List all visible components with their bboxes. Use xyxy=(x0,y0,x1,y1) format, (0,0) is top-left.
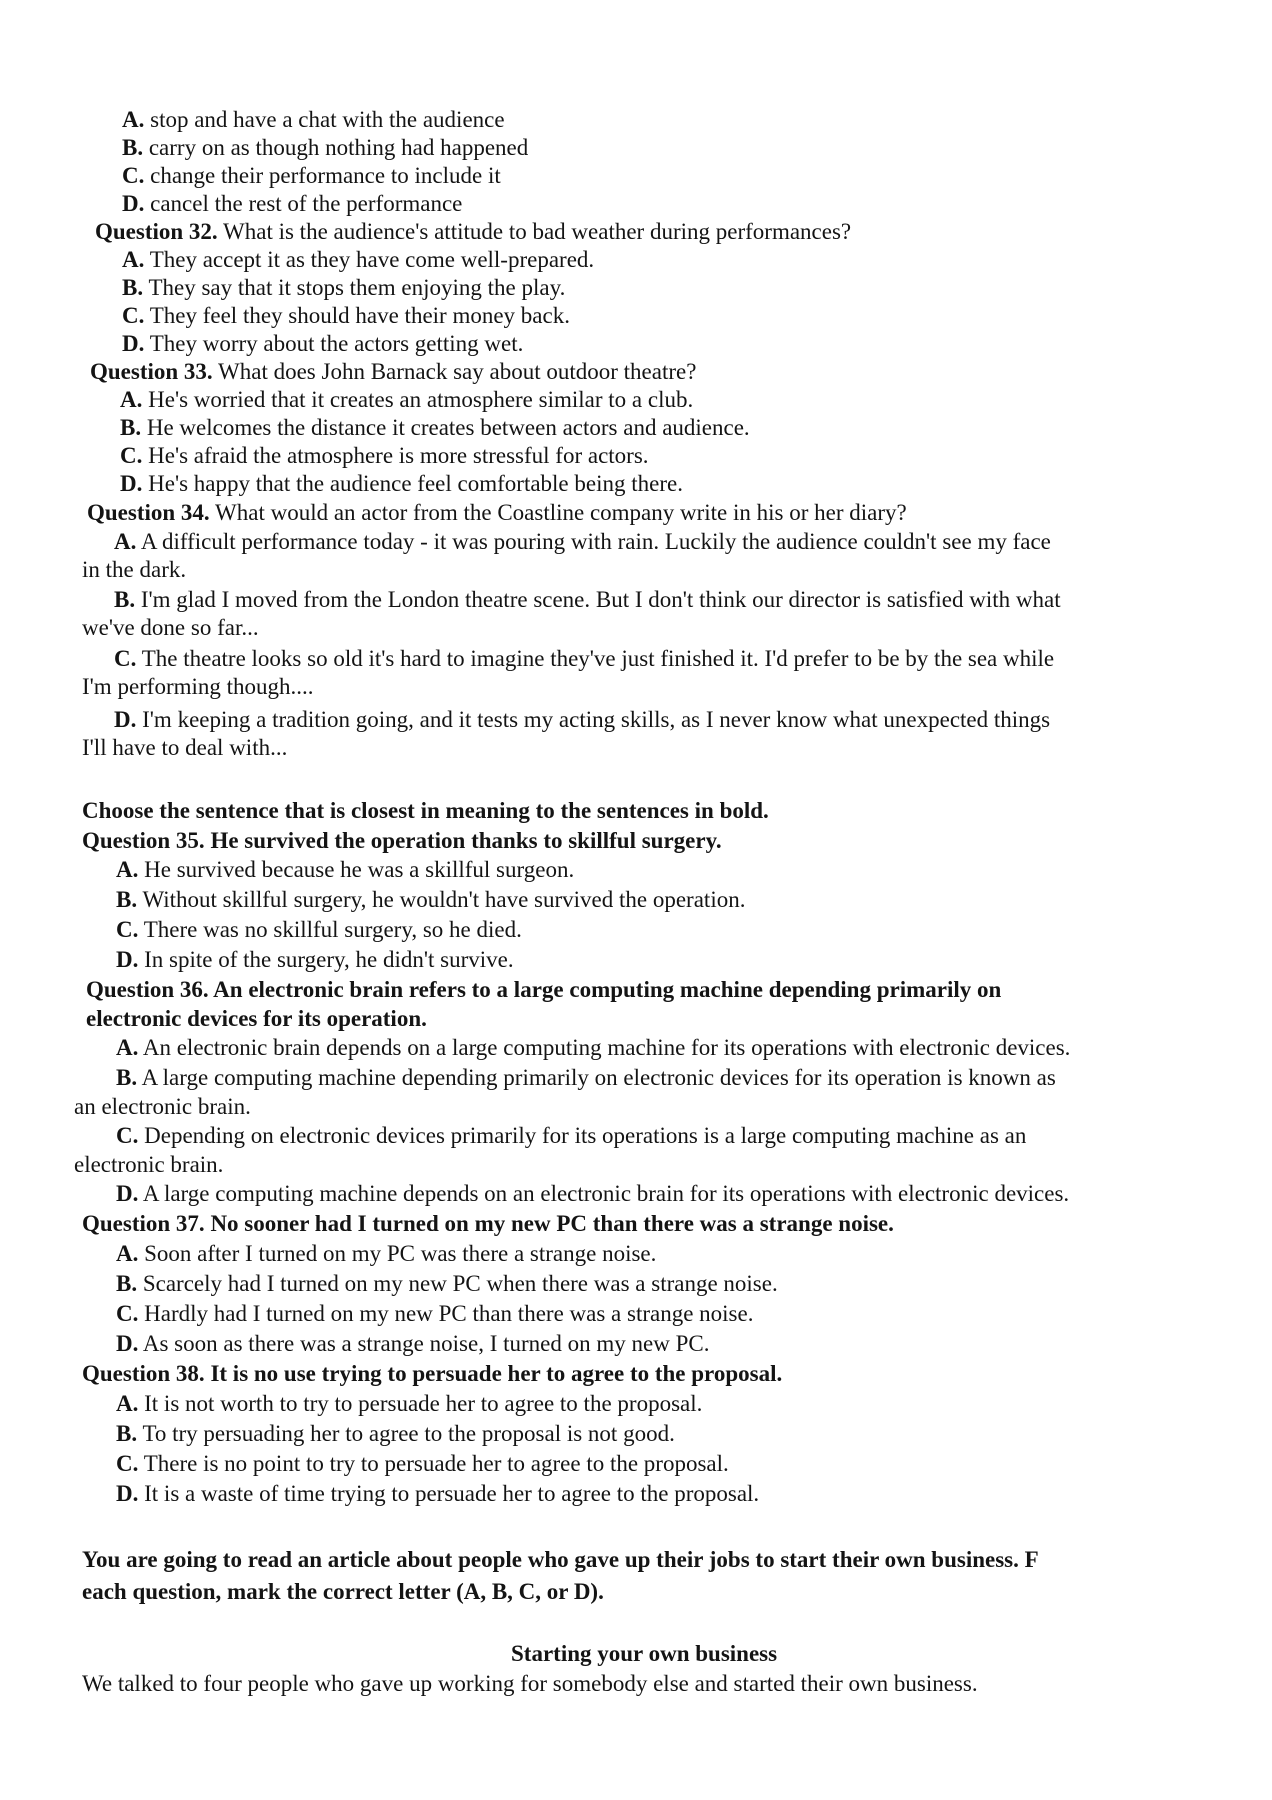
q35-option-c: C. There was no skillful surgery, so he died. xyxy=(116,917,522,942)
q34-option-d: D. I'm keeping a tradition going, and it tests my acting skills, as I never know what unexpected things xyxy=(114,707,1051,732)
q33-option-c: C. He's afraid the atmosphere is more stressful for actors. xyxy=(120,443,649,468)
q38-question: Question 38. It is no use trying to persuade her to agree to the proposal. xyxy=(82,1361,783,1386)
q36-option-d: D. A large computing machine depends on an electronic brain for its operations with electronic devices. xyxy=(116,1181,1070,1206)
q33-option-a: A. He's worried that it creates an atmosphere similar to a club. xyxy=(120,387,694,412)
reading-intro: We talked to four people who gave up working for somebody else and started their own business. xyxy=(82,1671,978,1696)
reading-instruction-cont: each question, mark the correct letter (A, B, C, or D). xyxy=(82,1579,604,1604)
q32-option-d: D. They worry about the actors getting wet. xyxy=(122,331,524,356)
section-instruction: Choose the sentence that is closest in meaning to the sentences in bold. xyxy=(82,798,769,823)
q33-question: Question 33. What does John Barnack say about outdoor theatre? xyxy=(90,359,697,384)
q34-option-d-cont: I'll have to deal with... xyxy=(82,735,288,760)
q36-option-a: A. An electronic brain depends on a large computing machine for its operations with electronic devices. xyxy=(116,1035,1071,1060)
q34-option-b-cont: we've done so far... xyxy=(82,615,259,640)
q32-option-c: C. They feel they should have their money back. xyxy=(122,303,570,328)
q38-option-a: A. It is not worth to try to persuade her to agree to the proposal. xyxy=(116,1391,703,1416)
q36-option-c: C. Depending on electronic devices primarily for its operations is a large computing machine as an xyxy=(116,1123,1027,1148)
q34-question: Question 34. What would an actor from the Coastline company write in his or her diary? xyxy=(87,500,907,525)
q38-option-c: C. There is no point to try to persuade her to agree to the proposal. xyxy=(116,1451,729,1476)
q32-option-a: A. They accept it as they have come well-prepared. xyxy=(122,247,595,272)
q35-question: Question 35. He survived the operation thanks to skillful surgery. xyxy=(82,828,722,853)
q33-option-d: D. He's happy that the audience feel comfortable being there. xyxy=(120,471,683,496)
q34-option-c: C. The theatre looks so old it's hard to imagine they've just finished it. I'd prefer to be by the sea while xyxy=(114,646,1055,671)
q31-option-a: A. stop and have a chat with the audience xyxy=(122,107,505,132)
q34-option-c-cont: I'm performing though.... xyxy=(82,674,314,699)
reading-instruction: You are going to read an article about people who gave up their jobs to start their own business. F xyxy=(82,1547,1039,1572)
q35-option-a: A. He survived because he was a skillful surgeon. xyxy=(116,857,575,882)
q36-question-cont: electronic devices for its operation. xyxy=(86,1006,427,1031)
q37-option-c: C. Hardly had I turned on my new PC than there was a strange noise. xyxy=(116,1301,754,1326)
q31-option-b: B. carry on as though nothing had happened xyxy=(122,135,529,160)
q32-question: Question 32. What is the audience's attitude to bad weather during performances? xyxy=(95,219,852,244)
q31-option-d: D. cancel the rest of the performance xyxy=(122,191,463,216)
q33-option-b: B. He welcomes the distance it creates between actors and audience. xyxy=(120,415,750,440)
q37-question: Question 37. No sooner had I turned on my new PC than there was a strange noise. xyxy=(82,1211,894,1236)
q36-question: Question 36. An electronic brain refers to a large computing machine depending primarily on xyxy=(86,977,1002,1002)
q36-option-c-cont: electronic brain. xyxy=(74,1152,224,1177)
reading-title: Starting your own business xyxy=(511,1641,778,1666)
q38-option-d: D. It is a waste of time trying to persuade her to agree to the proposal. xyxy=(116,1481,760,1506)
q37-option-b: B. Scarcely had I turned on my new PC when there was a strange noise. xyxy=(116,1271,778,1296)
q32-option-b: B. They say that it stops them enjoying the play. xyxy=(122,275,566,300)
q36-option-b-cont: an electronic brain. xyxy=(74,1094,251,1119)
q31-option-c: C. change their performance to include it xyxy=(122,163,501,188)
q38-option-b: B. To try persuading her to agree to the proposal is not good. xyxy=(116,1421,675,1446)
q35-option-b: B. Without skillful surgery, he wouldn't have survived the operation. xyxy=(116,887,746,912)
q34-option-a: A. A difficult performance today - it was pouring with rain. Luckily the audience couldn't see my face xyxy=(114,529,1051,554)
q37-option-d: D. As soon as there was a strange noise, I turned on my new PC. xyxy=(116,1331,710,1356)
q35-option-d: D. In spite of the surgery, he didn't survive. xyxy=(116,947,514,972)
q34-option-b: B. I'm glad I moved from the London theatre scene. But I don't think our director is satisfied with what xyxy=(114,587,1061,612)
q34-option-a-cont: in the dark. xyxy=(82,557,187,582)
q37-option-a: A. Soon after I turned on my PC was there a strange noise. xyxy=(116,1241,657,1266)
q36-option-b: B. A large computing machine depending primarily on electronic devices for its operation is known as xyxy=(116,1065,1056,1090)
